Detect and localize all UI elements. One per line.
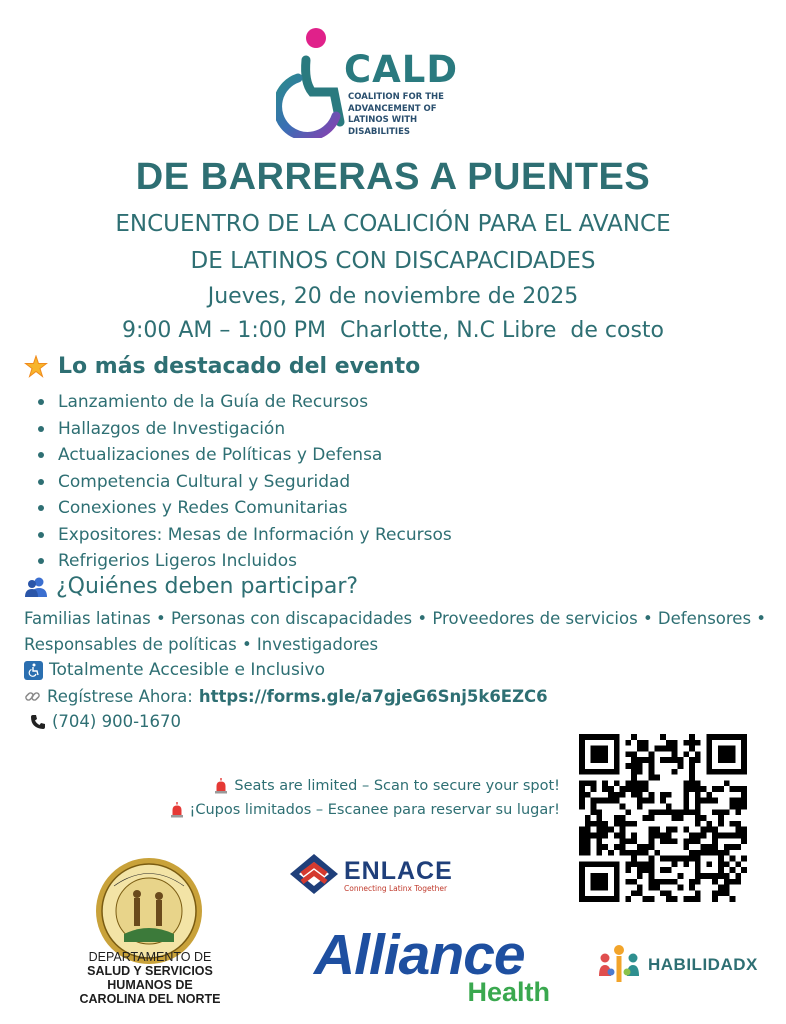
highlights-list (38, 389, 452, 575)
alliance-health-word: Health (467, 977, 550, 1007)
register-link[interactable]: https://forms.gle/a7gjeG6Snj5k6EZC6 (198, 687, 548, 706)
link-icon (24, 688, 41, 705)
list-item-text: Conexiones y Redes Comunitarias (58, 498, 348, 518)
list-item-text: Actualizaciones de Políticas y Defensa (58, 445, 383, 465)
who-audience: Familias latinas • Personas con discapacidades • Proveedores de servicios • Defensores • Responsables de políticas • Investigadores (24, 609, 767, 654)
seats-english-text: Seats are limited – Scan to secure your spot! (234, 778, 560, 794)
habilidadx-wordmark: HABILIDADX (648, 955, 758, 974)
nc-dhhs-name (50, 950, 250, 1006)
enlace-diamond-icon (288, 852, 340, 898)
alliance-wordmark: Alliance (314, 923, 525, 987)
habilidadx-logo (596, 940, 766, 990)
alliance-health-logo (314, 922, 554, 1014)
cald-logo (276, 26, 476, 142)
list-item (38, 442, 452, 469)
cald-wheelchair-icon (276, 26, 346, 138)
bullet (38, 399, 44, 405)
list-item-text: Competencia Cultural y Seguridad (58, 471, 351, 492)
bullet (38, 426, 44, 432)
event-subtitle (0, 206, 786, 280)
siren-icon (213, 778, 229, 794)
page-title: DE BARRERAS A PUENTES (135, 156, 651, 198)
cald-subtitle: COALITION FOR THE ADVANCEMENT OF LATINOS WITH DISABILITIES (348, 92, 444, 137)
seats-english-row (100, 774, 560, 798)
dept-line-2: SALUD Y SERVICIOS (87, 964, 213, 978)
accessibility-note (24, 660, 325, 680)
list-item (38, 548, 452, 575)
phone-number[interactable]: (704) 900-1670 (52, 712, 182, 731)
bullet (38, 558, 44, 564)
star-icon (24, 355, 48, 379)
list-item-text: Hallazgos de Investigación (58, 418, 286, 439)
siren-icon (169, 802, 185, 818)
enlace-logo (288, 852, 463, 898)
enlace-wordmark: ENLACE (344, 857, 453, 885)
subtitle-line-2: DE LATINOS CON DISCAPACIDADES (190, 248, 596, 274)
list-item-text: Refrigerios Ligeros Incluidos (58, 551, 297, 571)
dept-line-1: DEPARTAMENTO DE (88, 950, 212, 964)
dept-line-4: CAROLINA DEL NORTE (79, 992, 221, 1006)
phone-icon (30, 714, 46, 730)
list-item-text: Expositores: Mesas de Información y Recursos (58, 524, 452, 545)
bullet (38, 452, 44, 458)
seats-notice (100, 774, 560, 822)
list-item (38, 469, 452, 496)
seats-spanish-row (100, 798, 560, 822)
habilidadx-people-icon (596, 942, 642, 988)
people-icon (24, 576, 48, 598)
cald-wordmark: CALD (344, 48, 459, 91)
register-label: Regístrese Ahora: (47, 687, 193, 706)
subtitle-line-1: ENCUENTRO DE LA COALICIÓN PARA EL AVANCE (115, 211, 671, 237)
qr-code[interactable] (579, 734, 747, 902)
highlights-heading (24, 354, 420, 379)
highlights-heading-text: Lo más destacado del evento (58, 354, 421, 379)
register-line (24, 687, 548, 706)
who-heading-text: ¿Quiénes deben participar? (56, 574, 359, 599)
wheelchair-icon (24, 661, 43, 680)
accessibility-text: Totalmente Accesible e Inclusivo (49, 660, 326, 680)
dept-line-3: HUMANOS DE (107, 978, 193, 992)
event-time-location: 9:00 AM – 1:00 PM Charlotte, N.C Libre de costo (121, 318, 665, 343)
list-item (38, 522, 452, 549)
bullet (38, 505, 44, 511)
bullet (38, 479, 44, 485)
seats-spanish-text: ¡Cupos limitados – Escanee para reservar su lugar! (189, 802, 560, 818)
who-heading (24, 574, 358, 599)
phone-line (30, 712, 181, 731)
list-item (38, 389, 452, 416)
enlace-tagline: Connecting Latinx Together (344, 884, 448, 893)
list-item (38, 416, 452, 443)
list-item-text: Lanzamiento de la Guía de Recursos (58, 392, 369, 412)
event-date: Jueves, 20 de noviembre de 2025 (207, 284, 579, 309)
bullet (38, 532, 44, 538)
list-item (38, 495, 452, 522)
